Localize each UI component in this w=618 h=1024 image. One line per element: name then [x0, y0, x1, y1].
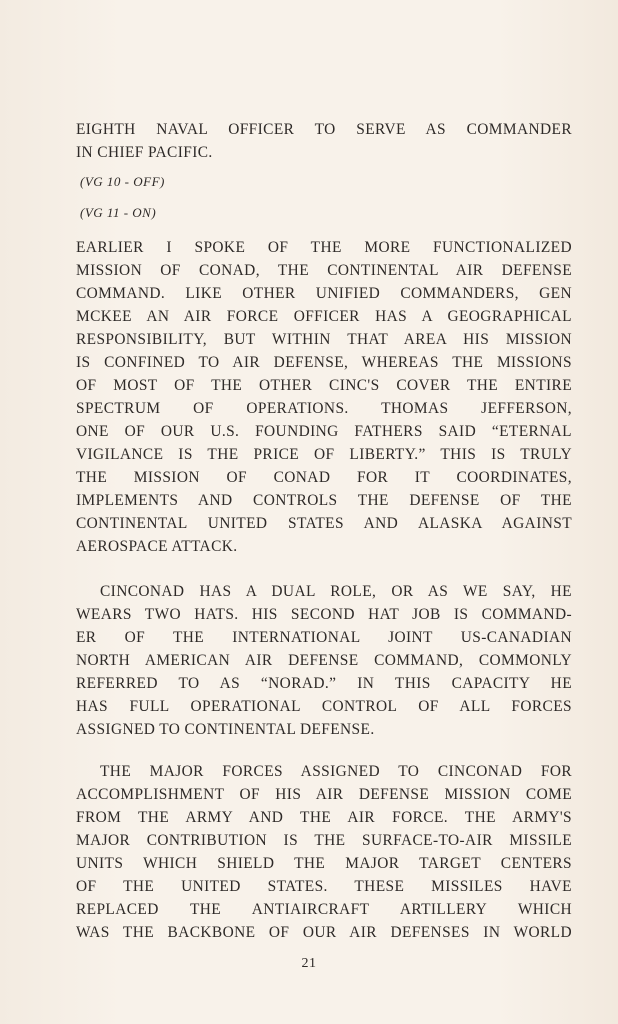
text-line: CONTINENTAL UNITED STATES AND ALASKA AGAINST — [76, 515, 572, 532]
text-line: ASSIGNED TO CONTINENTAL DEFENSE. — [76, 721, 375, 738]
text-line: UNITS WHICH SHIELD THE MAJOR TARGET CENTERS — [76, 855, 572, 872]
text-line: WEARS TWO HATS. HIS SECOND HAT JOB IS COMMAND- — [76, 606, 572, 623]
text-line: THE MISSION OF CONAD FOR IT COORDINATES, — [76, 469, 572, 486]
page-number: 21 — [301, 956, 317, 971]
text-line: ONE OF OUR U.S. FOUNDING FATHERS SAID “ETERNAL — [76, 423, 572, 440]
text-line: IMPLEMENTS AND CONTROLS THE DEFENSE OF THE — [76, 492, 572, 509]
text-line: AEROSPACE ATTACK. — [76, 538, 238, 555]
paragraph-2 — [76, 580, 572, 741]
text-line: EARLIER I SPOKE OF THE MORE FUNCTIONALIZED — [76, 239, 572, 256]
text-line: EIGHTH NAVAL OFFICER TO SERVE AS COMMANDER — [76, 121, 572, 138]
text-line: MISSION OF CONAD, THE CONTINENTAL AIR DEFENSE — [76, 262, 572, 279]
paragraph-3 — [76, 760, 572, 944]
text-line: CINCONAD HAS A DUAL ROLE, OR AS WE SAY, HE — [100, 583, 572, 600]
text-line: MCKEE AN AIR FORCE OFFICER HAS A GEOGRAPHICAL — [76, 308, 572, 325]
intro-text — [76, 118, 572, 164]
text-line: ER OF THE INTERNATIONAL JOINT US-CANADIAN — [76, 629, 572, 646]
text-line: MAJOR CONTRIBUTION IS THE SURFACE-TO-AIR MISSILE — [76, 832, 572, 849]
text-line: VIGILANCE IS THE PRICE OF LIBERTY.” THIS IS TRULY — [76, 446, 572, 463]
text-line: OF THE UNITED STATES. THESE MISSILES HAVE — [76, 878, 572, 895]
visual-cue-off: (VG 10 - OFF) — [80, 174, 165, 189]
text-line: OF MOST OF THE OTHER CINC'S COVER THE ENTIRE — [76, 377, 572, 394]
text-line: RESPONSIBILITY, BUT WITHIN THAT AREA HIS MISSION — [76, 331, 572, 348]
text-line: NORTH AMERICAN AIR DEFENSE COMMAND, COMMONLY — [76, 652, 572, 669]
text-line: REPLACED THE ANTIAIRCRAFT ARTILLERY WHICH — [76, 901, 572, 918]
text-line: COMMAND. LIKE OTHER UNIFIED COMMANDERS, GEN — [76, 285, 572, 302]
text-line: IN CHIEF PACIFIC. — [76, 144, 213, 161]
text-line: SPECTRUM OF OPERATIONS. THOMAS JEFFERSON, — [76, 400, 572, 417]
text-line: REFERRED TO AS “NORAD.” IN THIS CAPACITY HE — [76, 675, 572, 692]
paragraph-1 — [76, 236, 572, 558]
text-line: THE MAJOR FORCES ASSIGNED TO CINCONAD FOR — [100, 763, 572, 780]
text-line: WAS THE BACKBONE OF OUR AIR DEFENSES IN WORLD — [76, 924, 572, 941]
text-line: FROM THE ARMY AND THE AIR FORCE. THE ARMY'S — [76, 809, 572, 826]
text-line: IS CONFINED TO AIR DEFENSE, WHEREAS THE MISSIONS — [76, 354, 572, 371]
text-line: HAS FULL OPERATIONAL CONTROL OF ALL FORCES — [76, 698, 572, 715]
text-line: ACCOMPLISHMENT OF HIS AIR DEFENSE MISSION COME — [76, 786, 572, 803]
visual-cue-on: (VG 11 - ON) — [80, 205, 157, 220]
